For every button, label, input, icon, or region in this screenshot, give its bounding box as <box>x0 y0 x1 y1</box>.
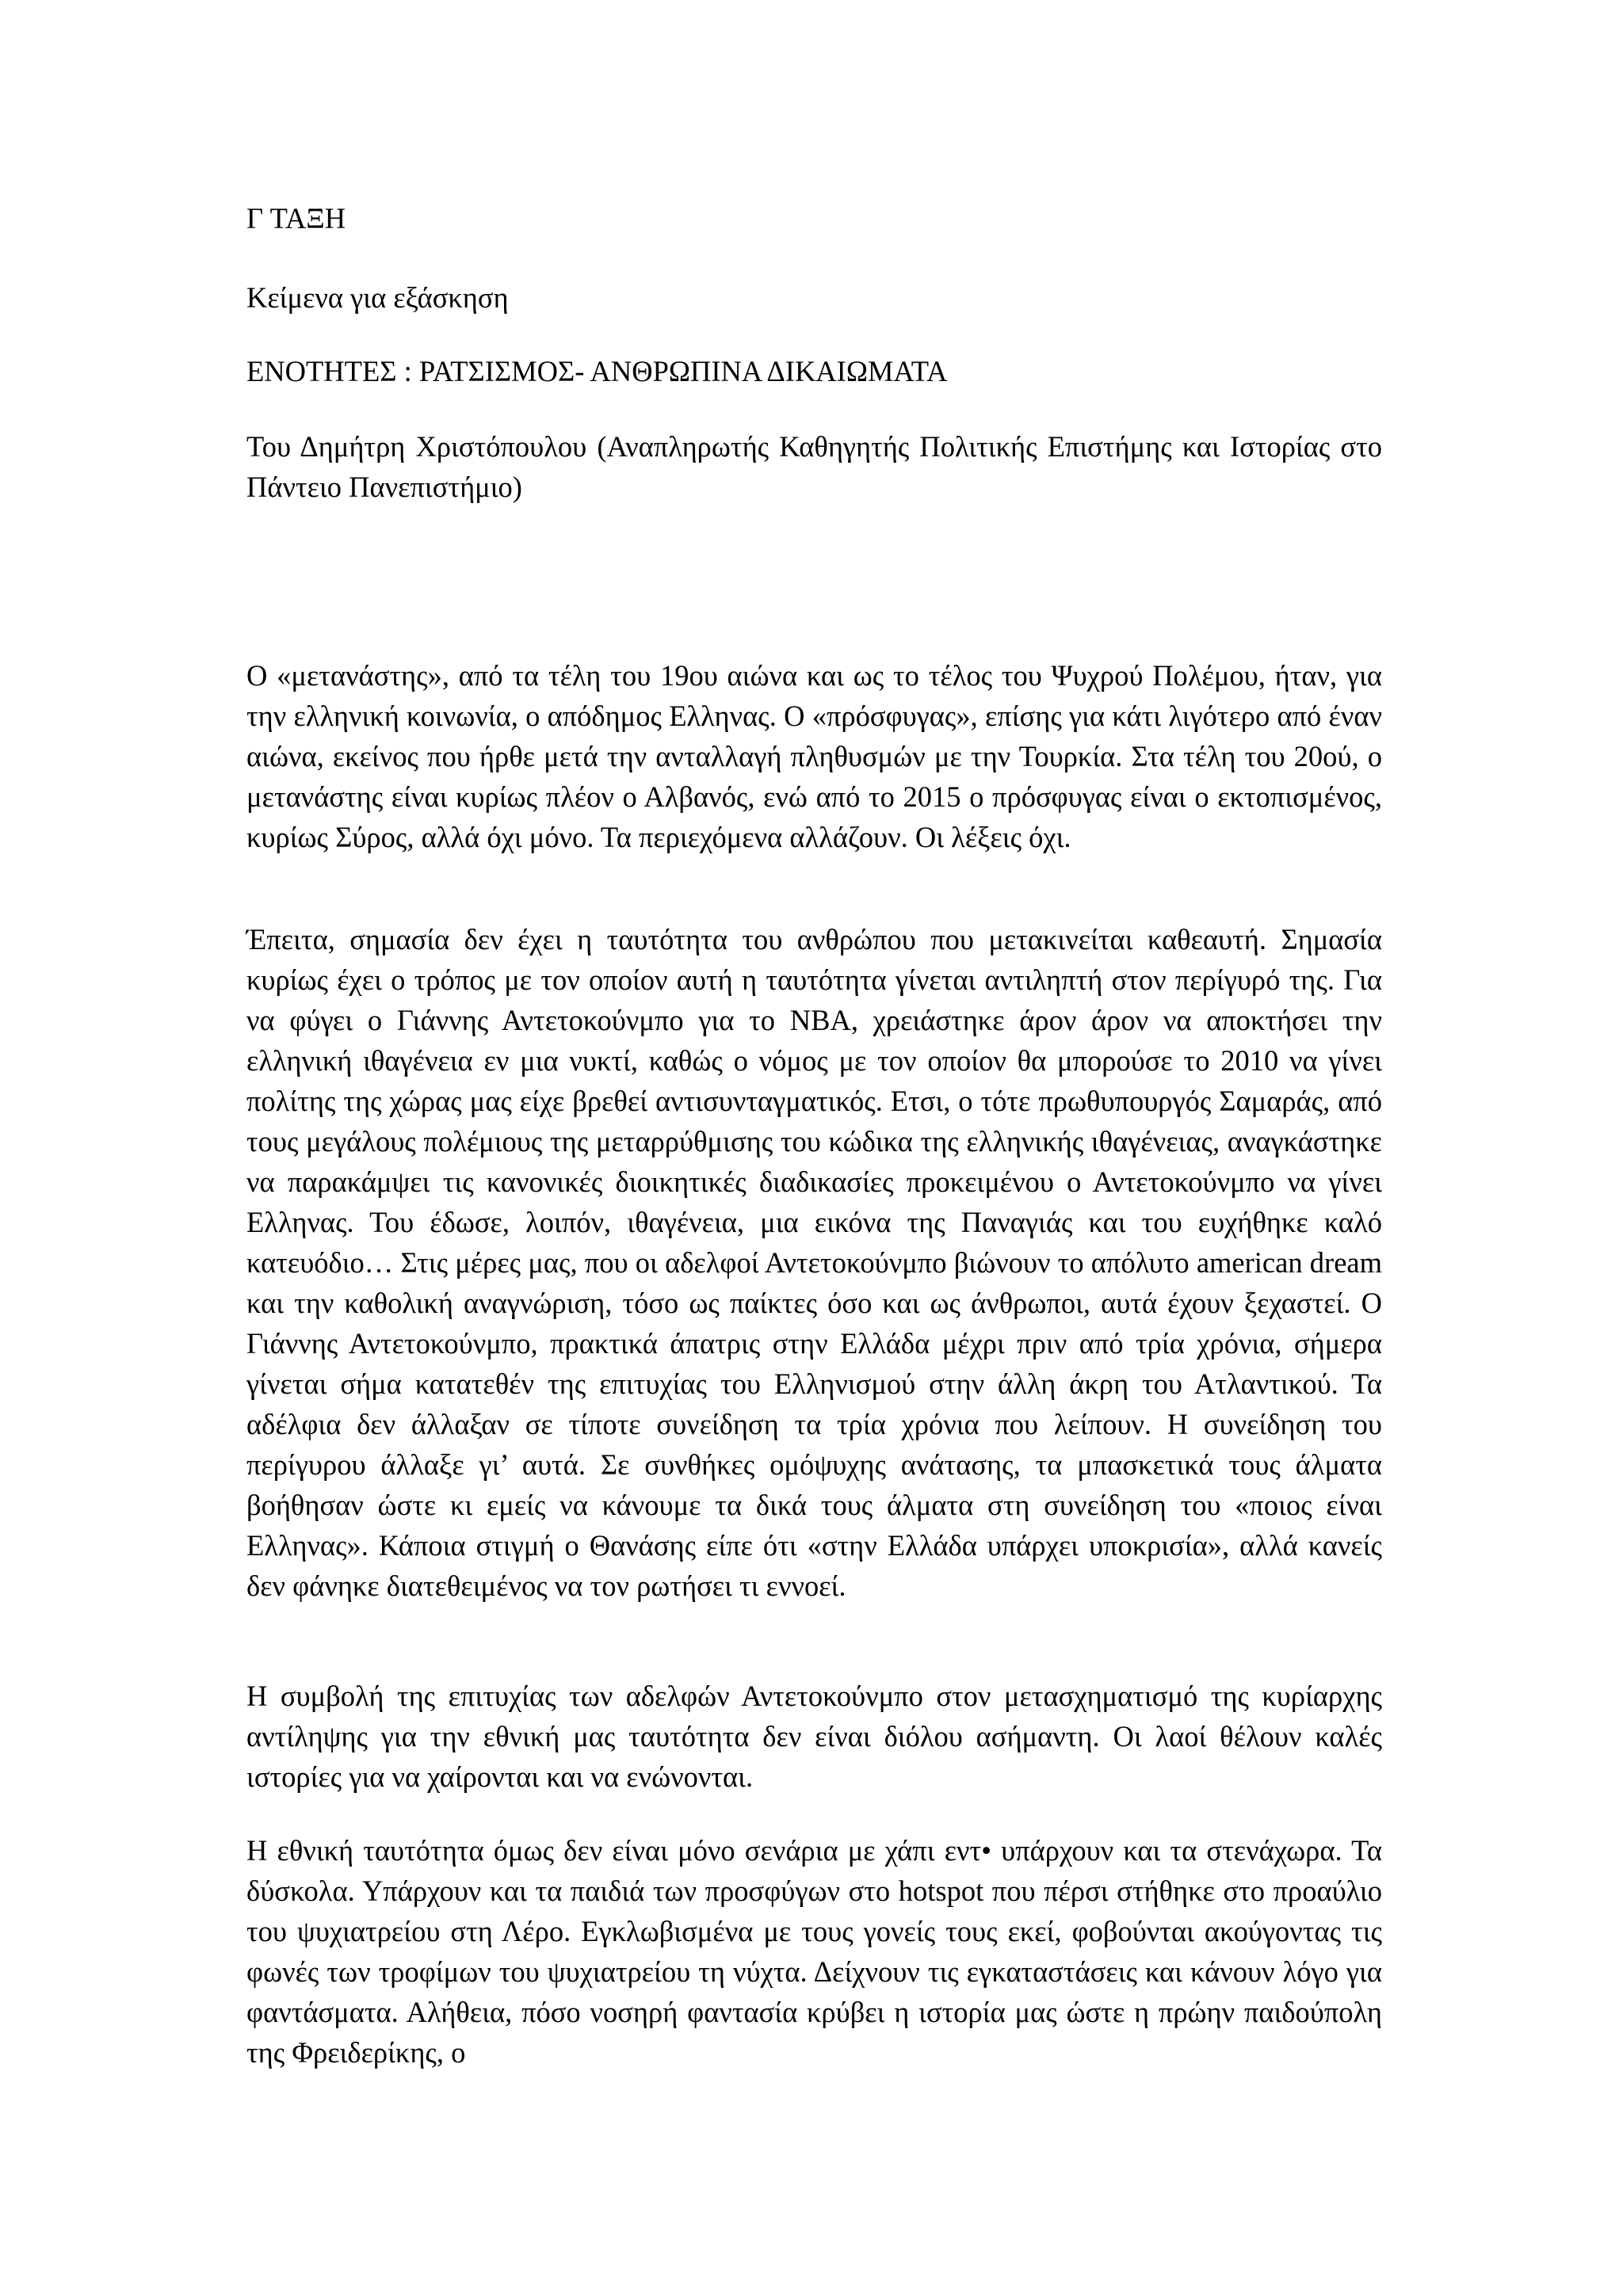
paragraph-4: Η εθνική ταυτότητα όμως δεν είναι μόνο σενάρια με χάπι εντ• υπάρχουν και τα στενάχωρα. Τα δύσκολα. Υπάρχουν και τα παιδιά των προσφύγων στο hotspot που πέρσι στήθηκε στο προαύλιο του ψυχιατρείου στη Λέρο. Εγκλωβισμένα με τους γονείς τους εκεί, φοβούνται ακούγοντας τις φωνές των τροφίμων του ψυχιατρείου τη νύχτα. Δείχνουν τις εγκαταστάσεις και κάνουν λόγο για φαντάσματα. Αλήθεια, πόσο νοσηρή φαντασία κρύβει η ιστορία μας ώστε η πρώην παιδούπολη της Φρειδερίκης, ο <box>246 1834 1382 2069</box>
units-heading: ΕΝΟΤΗΤΕΣ : ΡΑΤΣΙΣΜΟΣ- ΑΝΘΡΩΠΙΝΑ ΔΙΚΑΙΩΜΑΤΑ <box>246 355 948 387</box>
subtitle: Κείμενα για εξάσκηση <box>246 281 509 314</box>
paragraph-3: Η συμβολή της επιτυχίας των αδελφών Αντετοκούνμπο στον μετασχηματισμό της κυρίαρχης αντίληψης για την εθνική μας ταυτότητα δεν είναι διόλου ασήμαντη. Οι λαοί θέλουν καλές ιστορίες για να χαίρονται και να ενώνονται. <box>246 1680 1382 1793</box>
paragraph-2: Έπειτα, σημασία δεν έχει η ταυτότητα του ανθρώπου που μετακινείται καθεαυτή. Σημασία κυρίως έχει ο τρόπος με τον οποίον αυτή η ταυτότητα γίνεται αντιληπτή στον περίγυρό της. Για να φύγει ο Γιάννης Αντετοκούνμπο για το NBA, χρειάστηκε άρον άρον να αποκτήσει την ελληνική ιθαγένεια εν μια νυκτί, καθώς ο νόμος με τον οποίον θα μπορούσε το 2010 να γίνει πολίτης της χώρας μας είχε βρεθεί αντισυνταγματικός. Ετσι, ο τότε πρωθυπουργός Σαμαράς, από τους μεγάλους πολέμιους της μεταρρύθμισης του κώδικα της ελληνικής ιθαγένειας, αναγκάστηκε να παρακάμψει τις κανονικές διοικητικές διαδικασίες προκειμένου ο Αντετοκούνμπο να γίνει Ελληνας. Του έδωσε, λοιπόν, ιθαγένεια, μια εικόνα της Παναγιάς και του ευχήθηκε καλό κατευόδιο… Στις μέρες μας, που οι αδελφοί Αντετοκούνμπο βιώνουν το απόλυτο american dream και την καθολική αναγνώριση, τόσο ως παίκτες όσο και ως άνθρωποι, αυτά έχουν ξεχαστεί. Ο Γιάννης Αντετοκούνμπο, πρακτικά άπατρις στην Ελλάδα μέχρι πριν από τρία χρόνια, σήμερα γίνεται σήμα κατατεθέν της επιτυχίας του Ελληνισμού στην άλλη άκρη του Ατλαντικού. Τα αδέλφια δεν άλλαξαν σε τίποτε συνείδηση τα τρία χρόνια που λείπουν. Η συνείδηση του περίγυρου άλλαξε γι’ αυτά. Σε συνθήκες ομόψυχης ανάτασης, τα μπασκετικά τους άλματα βοήθησαν ώστε κι εμείς να κάνουμε τα δικά τους άλματα στη συνείδηση του «ποιος είναι Ελληνας». Κάποια στιγμή ο Θανάσης είπε ότι «στην Ελλάδα υπάρχει υποκρισία», αλλά κανείς δεν φάνηκε διατεθειμένος να τον ρωτήσει τι εννοεί. <box>246 923 1382 1602</box>
author-credit: Του Δημήτρη Χριστόπουλου (Αναπληρωτής Καθηγητής Πολιτικής Επιστήμης και Ιστορίας στο Πάντειο Πανεπιστήμιο) <box>246 430 1382 503</box>
paragraph-1: Ο «μετανάστης», από τα τέλη του 19ου αιώνα και ως το τέλος του Ψυχρού Πολέμου, ήταν, για την ελληνική κοινωνία, ο απόδημος Ελληνας. Ο «πρόσφυγας», επίσης για κάτι λιγότερο από έναν αιώνα, εκείνος που ήρθε μετά την ανταλλαγή πληθυσμών με την Τουρκία. Στα τέλη του 20ού, ο μετανάστης είναι κυρίως πλέον ο Αλβανός, ενώ από το 2015 ο πρόσφυγας είναι ο εκτοπισμένος, κυρίως Σύρος, αλλά όχι μόνο. Τα περιεχόμενα αλλάζουν. Οι λέξεις όχι. <box>246 659 1382 853</box>
class-title: Γ ΤΑΞΗ <box>246 202 346 235</box>
